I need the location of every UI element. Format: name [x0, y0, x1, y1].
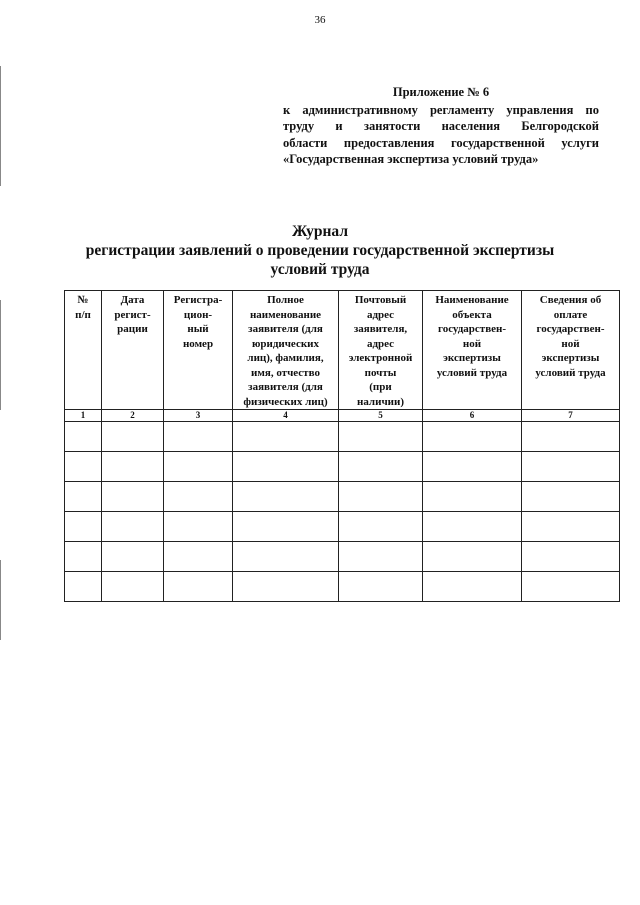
table-cell	[423, 452, 522, 482]
column-header-line: заявителя (для	[248, 323, 323, 335]
column-number: 2	[102, 410, 164, 422]
column-header-line: (при	[369, 381, 392, 393]
table-cell	[102, 512, 164, 542]
table-cell	[423, 512, 522, 542]
column-number: 3	[164, 410, 233, 422]
column-header-line: физических лиц)	[243, 395, 328, 408]
table-cell	[102, 572, 164, 602]
appendix-line: «Государственная экспертиза условий труда»	[283, 152, 539, 166]
table-cell	[423, 542, 522, 572]
table-cell	[164, 422, 233, 452]
column-header-line: Дата	[120, 294, 145, 306]
column-header-line: рации	[117, 323, 148, 335]
column-header-line: адрес	[366, 308, 395, 321]
table-cell	[233, 482, 339, 512]
table-row	[65, 482, 620, 512]
table-cell	[423, 572, 522, 602]
table-cell	[423, 482, 522, 512]
table-body	[65, 422, 620, 602]
table-cell	[65, 422, 102, 452]
column-header-line: объекта	[452, 308, 492, 321]
column-header-line: оплате	[553, 308, 588, 321]
journal-heading: Журнал	[291, 223, 349, 240]
column-header-line: заявителя (для	[248, 381, 323, 393]
column-header-line: Полное	[267, 294, 304, 306]
column-header	[233, 291, 339, 410]
column-header-line: экспертизы	[443, 352, 501, 364]
column-header	[102, 291, 164, 410]
column-header-line: наличии)	[357, 395, 404, 408]
column-number: 1	[65, 410, 102, 422]
appendix-line: труду и занятости населения Белгородской	[283, 119, 599, 133]
column-header-line: условий труда	[535, 366, 606, 379]
column-header-line: п/п	[75, 308, 91, 321]
table-cell	[102, 542, 164, 572]
table-cell	[65, 512, 102, 542]
table-cell	[164, 482, 233, 512]
table-cell	[65, 572, 102, 602]
table-cell	[522, 482, 620, 512]
column-header-line: наименование	[249, 308, 322, 321]
table-cell	[65, 452, 102, 482]
column-number: 6	[423, 410, 522, 422]
table-cell	[65, 542, 102, 572]
table-cell	[233, 422, 339, 452]
column-header-line: регист-	[114, 308, 151, 321]
column-header-line: экспертизы	[541, 352, 600, 364]
column-header	[164, 291, 233, 410]
column-header-line: имя, отчество	[251, 366, 320, 379]
table-cell	[339, 422, 423, 452]
column-header-line: ной	[462, 337, 482, 350]
column-header	[65, 291, 102, 410]
journal-subtitle-line: условий труда	[270, 261, 370, 278]
table-row	[65, 452, 620, 482]
table-cell	[339, 572, 423, 602]
column-header-line: Наименование	[435, 294, 509, 306]
column-header-line: электронной	[348, 352, 413, 364]
journal-subtitle-line: регистрации заявлений о проведении государственной экспертизы	[85, 242, 555, 259]
table-cell	[164, 512, 233, 542]
table-row	[65, 542, 620, 572]
table-cell	[102, 422, 164, 452]
column-header	[423, 291, 522, 410]
table-cell	[233, 452, 339, 482]
table-row	[65, 572, 620, 602]
table-cell	[522, 572, 620, 602]
column-header-line: юридических	[251, 337, 320, 350]
journal-title-block	[0, 222, 640, 279]
scan-edge-mark	[0, 66, 1, 186]
table-cell	[233, 542, 339, 572]
column-number: 5	[339, 410, 423, 422]
table-cell	[164, 572, 233, 602]
column-header-line: Сведения об	[539, 294, 602, 306]
column-header-line: адрес	[366, 337, 395, 350]
column-header-line: ный	[187, 323, 209, 335]
table-cell	[522, 422, 620, 452]
table-header-row	[65, 291, 620, 410]
column-header-line: условий труда	[436, 366, 508, 379]
table-cell	[522, 512, 620, 542]
column-header-line: заявителя,	[353, 323, 408, 335]
table-cell	[102, 482, 164, 512]
column-header-line: цион-	[183, 308, 213, 321]
table-cell	[164, 452, 233, 482]
table-cell	[339, 542, 423, 572]
column-header-line: Почтовый	[354, 294, 407, 306]
column-header-line: №	[77, 294, 89, 306]
table-cell	[423, 422, 522, 452]
table-row	[65, 512, 620, 542]
table-row	[65, 422, 620, 452]
column-header-line: Регистра-	[173, 294, 223, 306]
column-header	[522, 291, 620, 410]
column-header-line: государствен-	[437, 323, 507, 335]
table-cell	[233, 512, 339, 542]
appendix-line: области предоставления государственной услуги	[283, 135, 599, 150]
column-header-line: номер	[182, 337, 214, 350]
appendix-title: Приложение № 6	[392, 85, 490, 99]
scan-edge-mark	[0, 300, 1, 410]
page-number: 36	[314, 14, 326, 26]
table-cell	[339, 482, 423, 512]
column-header-line: почты	[364, 366, 397, 379]
column-header	[339, 291, 423, 410]
table-cell	[339, 452, 423, 482]
scan-edge-mark	[0, 560, 1, 640]
column-header-line: лиц), фамилия,	[247, 352, 324, 364]
column-number: 4	[233, 410, 339, 422]
table-cell	[65, 482, 102, 512]
table-cell	[233, 572, 339, 602]
table-cell	[522, 452, 620, 482]
appendix-line: к административному регламенту управления по	[283, 102, 599, 117]
table-cell	[339, 512, 423, 542]
table-cell	[522, 542, 620, 572]
appendix-block	[283, 84, 599, 168]
column-number: 7	[522, 410, 620, 422]
column-header-line: государствен-	[536, 323, 605, 335]
table-cell	[164, 542, 233, 572]
registration-journal-table	[64, 290, 620, 602]
column-header-line: ной	[561, 337, 580, 350]
table-cell	[102, 452, 164, 482]
column-number-row	[65, 410, 620, 422]
